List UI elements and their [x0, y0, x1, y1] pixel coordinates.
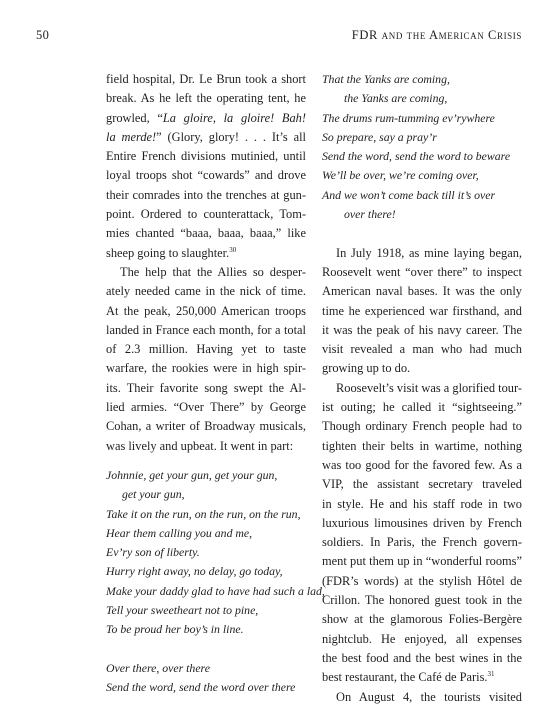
text-line: the best food and the best wines in the — [322, 650, 522, 665]
song-line: Send the word, send the word to beware — [322, 149, 511, 164]
text-line: was too good for the favored few. As a — [322, 457, 522, 472]
text-line: Crillon. The honored guest took in the — [322, 593, 522, 608]
text-line: in style. He and his staff rode in two — [322, 496, 522, 511]
text-line: sheep going to slaughter.$^{30}$ — [106, 245, 237, 260]
page-number: 50 — [36, 28, 50, 42]
running-head — [0, 28, 560, 44]
text-line: soldiers. In Paris, the French govern- — [322, 535, 522, 550]
text-line: warfare, the rookies were in high spir- — [106, 361, 306, 376]
song-line: The drums rum-tumming ev’rywhere — [322, 110, 495, 125]
song-line: Take it on the run, on the run, on the run, — [106, 506, 301, 521]
song-line: And we won’t come back till it’s over — [322, 187, 496, 202]
left-column — [106, 70, 325, 698]
text-line: Roosevelt went “over there” to inspect — [322, 264, 522, 279]
text-line: Though ordinary French people had to — [322, 419, 522, 434]
text-line: visit revealed a man who had much — [322, 342, 522, 357]
text-line: field hospital, Dr. Le Brun took a short — [106, 72, 306, 86]
text-line: ately needed came in the nick of time. — [106, 284, 306, 299]
text-line: show at the glamorous Folies-Bergère — [322, 612, 522, 627]
song-line: Hurry right away, no delay, go today, — [106, 564, 283, 579]
text-line: The help that the Allies so desper- — [120, 264, 306, 279]
text-line: Entire French divisions mutinied, until — [106, 149, 306, 164]
song-line: Send the word, send the word over there — [106, 680, 296, 695]
text-line: lied armies. “Over There” by George — [106, 400, 306, 415]
text-line: loyal troops shot “cowards” and drove — [106, 168, 306, 183]
text-line: was lively and upbeat. It went in part: — [106, 438, 294, 453]
text-line: VIP, the assistant secretary traveled — [322, 477, 522, 492]
text-line: (FDR’s words) at the stylish Hôtel de — [322, 573, 522, 588]
text-line: tighten their belts in wartime, nothing — [322, 438, 522, 453]
text-line: At the peak, 250,000 American troops — [106, 303, 306, 318]
text-line: point. Ordered to counterattack, Tom- — [106, 207, 306, 222]
footnote-ref: 31 — [487, 670, 495, 679]
footnote-ref: 30 — [229, 245, 237, 254]
song-line: Hear them calling you and me, — [106, 525, 253, 540]
song-line: Ev’ry son of liberty. — [106, 545, 200, 560]
song-line: Johnnie, get your gun, get your gun, — [106, 467, 278, 482]
song-line: Make your daddy glad to have had such a lad, — [106, 583, 325, 598]
text-line: landed in France each month, for a total — [106, 322, 306, 337]
text-line: mies chanted “baaa, baaa, baaa,” like — [106, 226, 306, 241]
song-line: We’ll be over, we’re coming over, — [322, 168, 479, 183]
text-line: time he experienced war firsthand, and — [322, 303, 522, 318]
song-line: Tell your sweetheart not to pine, — [106, 603, 259, 618]
text-line: growled, “La gloire, la gloire! Bah! — [106, 110, 306, 125]
right-column — [322, 70, 522, 707]
text-line: break. As he left the operating tent, he — [106, 91, 306, 106]
text-line: luxurious limousines driven by French — [322, 515, 522, 530]
song-line: the Yanks are coming, — [344, 91, 448, 106]
text-line: Roosevelt’s visit was a glorified tour- — [336, 380, 522, 395]
text-line: it was the peak of his navy career. The — [322, 322, 522, 337]
text-line: la merde!” (Glory, glory! . . . It’s all — [106, 129, 306, 144]
song-line: Over there, over there — [106, 660, 210, 675]
text-line: In July 1918, as mine laying began, — [336, 245, 522, 260]
song-line: That the Yanks are coming, — [322, 72, 450, 86]
song-line: So prepare, say a pray’r — [322, 129, 437, 144]
song-line: over there! — [344, 207, 396, 222]
text-line: On August 4, the tourists visited — [336, 689, 522, 704]
text-line: its. Their favorite song swept the Al- — [106, 380, 306, 395]
text-line: their comrades into the trenches at gun- — [106, 187, 306, 202]
text-line: ist outing; he called it “sightseeing.” — [322, 400, 522, 415]
text-line: best restaurant, the Café de Paris.$^{31}$ — [322, 670, 495, 685]
text-line: American naval bases. It was the only — [322, 284, 522, 299]
song-line: get your gun, — [122, 487, 185, 502]
text-line: ment put them up in “wonderful rooms” — [322, 554, 522, 569]
text-line: of 2.3 million. Having yet to taste — [106, 342, 306, 357]
text-line: nightclub. He enjoyed, all expenses — [322, 631, 522, 646]
text-line: Cohan, a writer of Broadway musicals, — [106, 419, 306, 434]
book-title: FDR and the American Crisis — [351, 28, 522, 42]
song-line: To be proud her boy’s in line. — [106, 622, 244, 637]
text-line: growing up to do. — [322, 361, 411, 376]
